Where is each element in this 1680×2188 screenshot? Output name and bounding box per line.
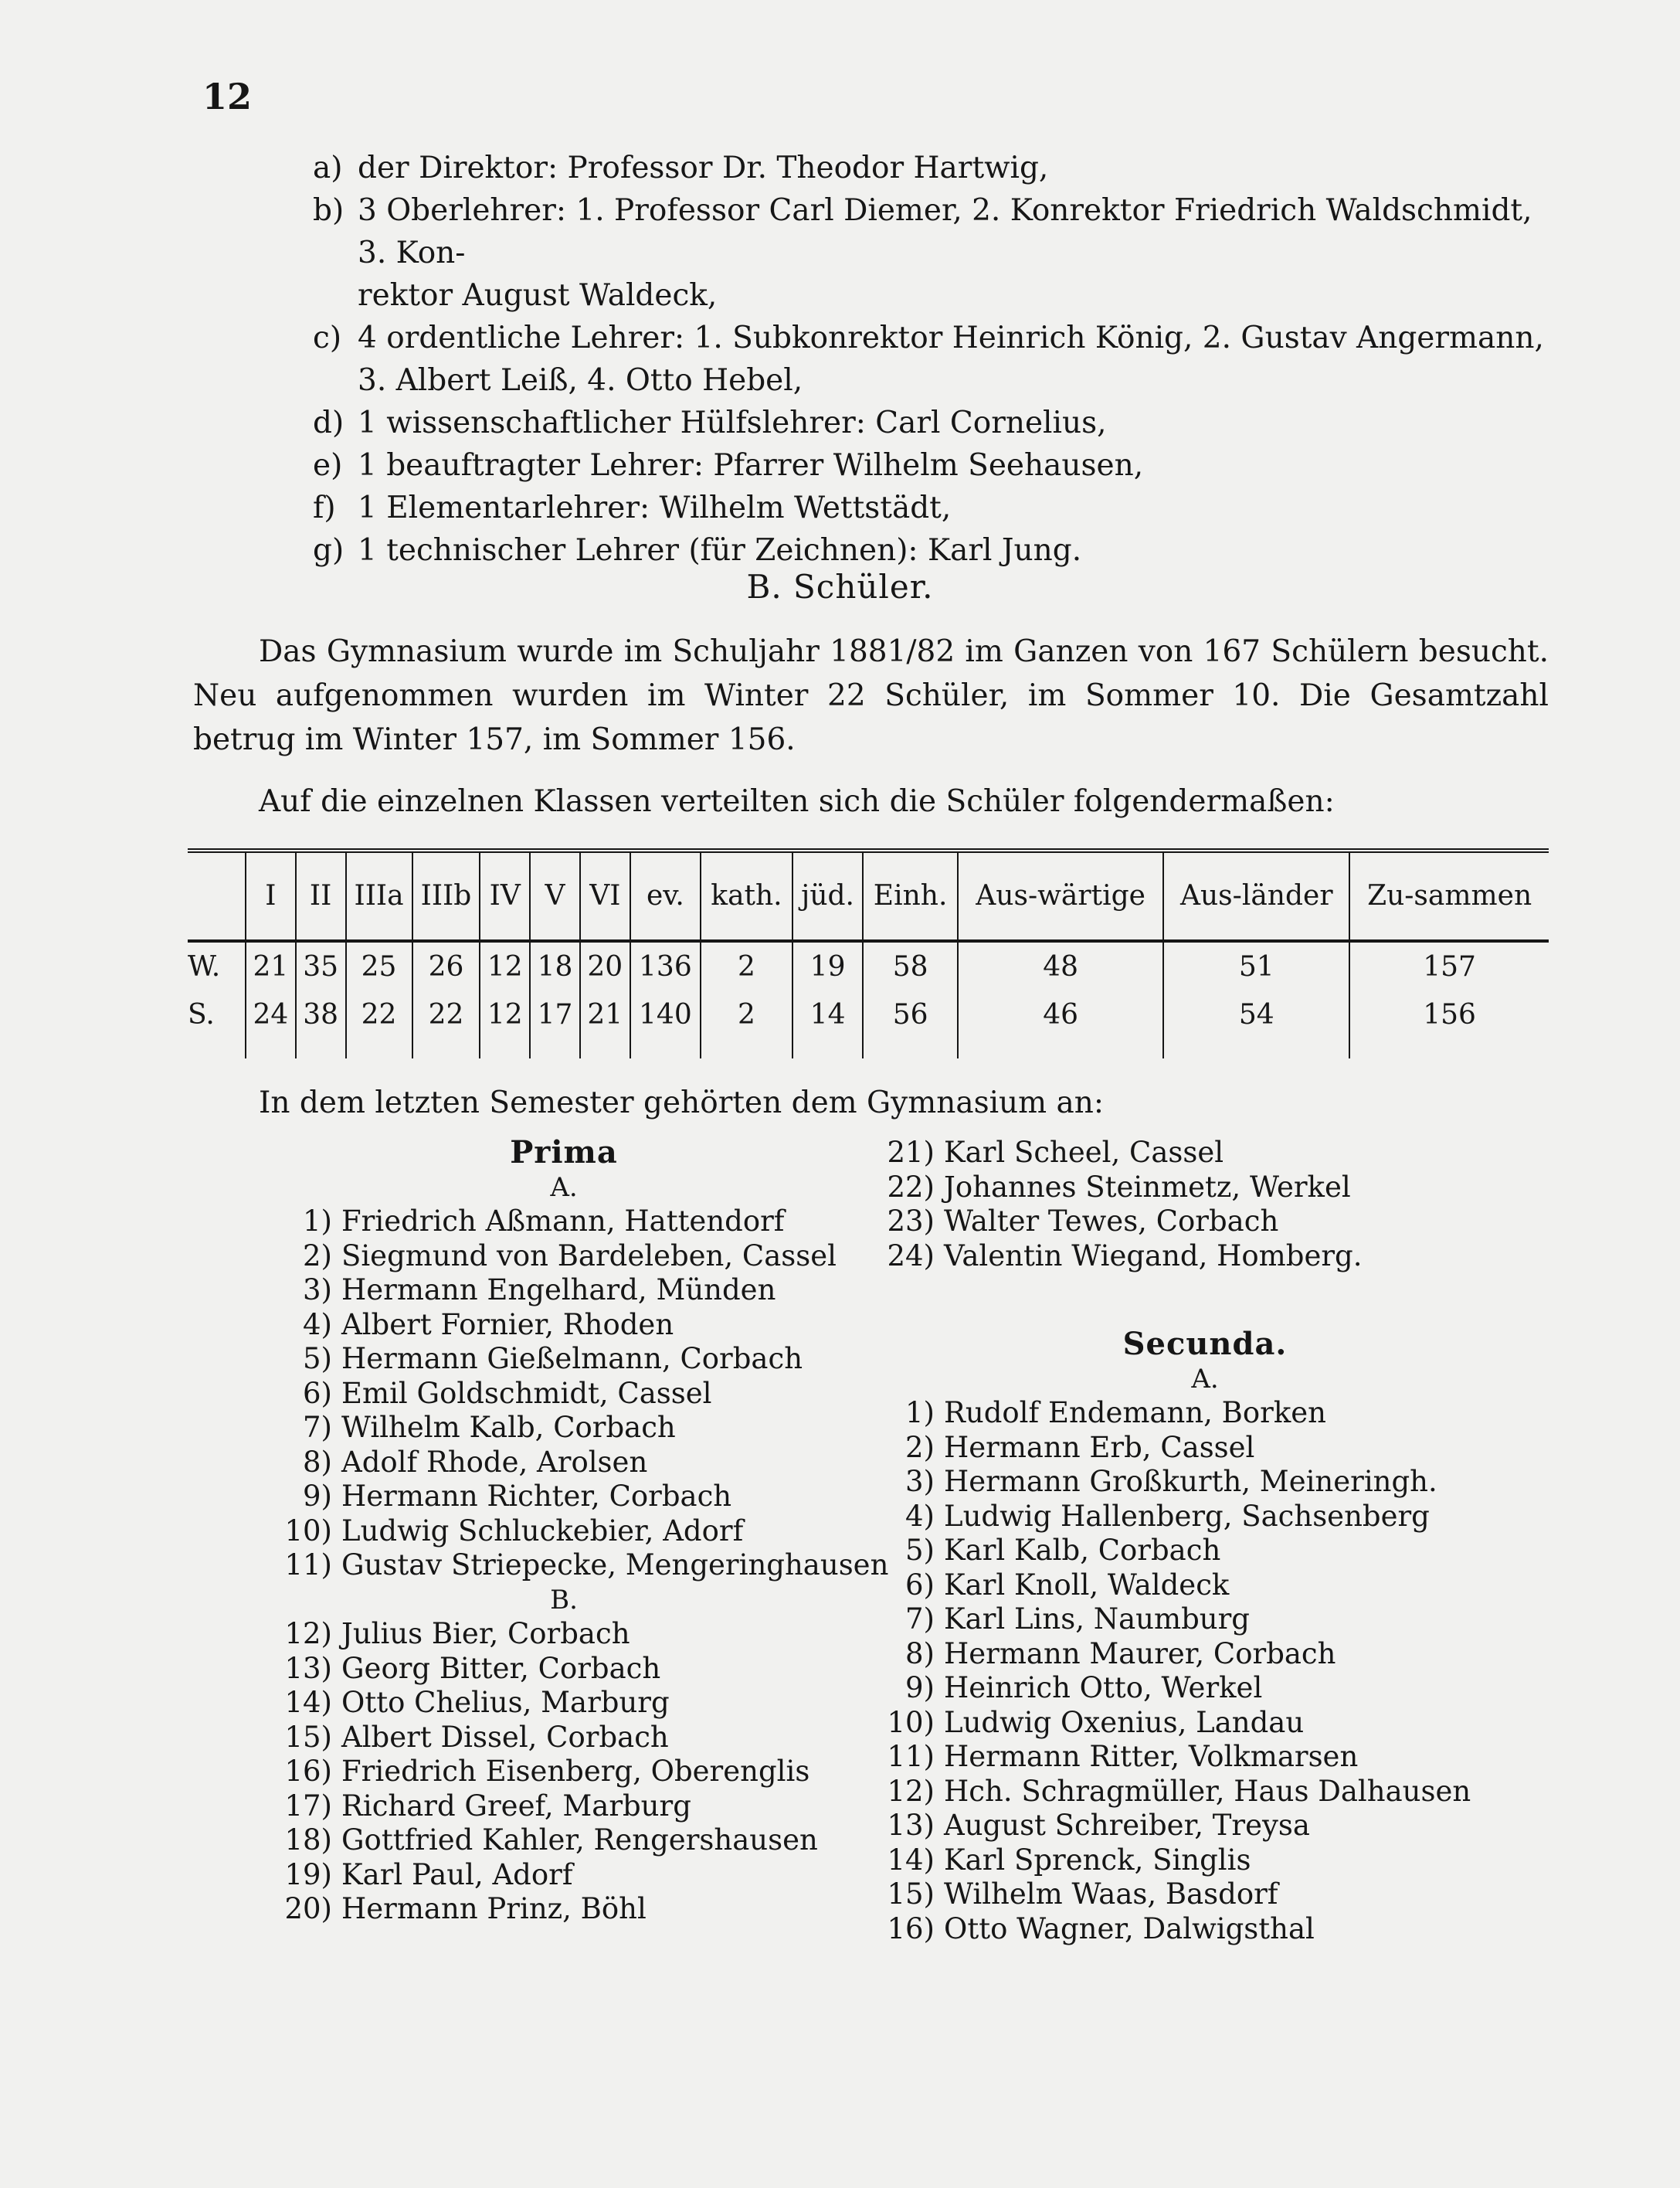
table-header-cell: Einh.: [863, 851, 958, 941]
list-item-number: 14): [284, 1686, 332, 1719]
list-item-name: Gustav Striepecke, Mengeringhausen: [341, 1548, 889, 1582]
list-item-number: 6): [303, 1376, 332, 1410]
list-item-name: Albert Fornier, Rhoden: [341, 1307, 674, 1341]
list-item-name: Georg Bitter, Corbach: [341, 1651, 661, 1685]
list-intro: In dem letzten Semester gehörten dem Gymnasium an:: [259, 1086, 1105, 1120]
prima-a-list: [270, 1204, 889, 1583]
prima-heading: Prima: [510, 1134, 618, 1170]
list-item-name: Johannes Steinmetz, Werkel: [944, 1170, 1351, 1204]
list-item: [873, 1239, 1537, 1274]
table-cell: 56: [863, 990, 958, 1058]
list-item-number: 18): [284, 1823, 332, 1857]
list-item-name: Hermann Erb, Cassel: [944, 1430, 1255, 1464]
right-column: [873, 1136, 1537, 1946]
staff-label: e): [313, 448, 343, 483]
list-item-name: Julius Bier, Corbach: [341, 1617, 630, 1650]
table-cell: 140: [630, 990, 701, 1058]
table-row: [188, 941, 1549, 990]
table-cell: 26: [412, 941, 480, 990]
table-cell: 156: [1349, 990, 1549, 1058]
list-item-name: Hch. Schragmüller, Haus Dalhausen: [944, 1774, 1471, 1808]
list-item: [270, 1858, 857, 1893]
table-header-row: [188, 851, 1549, 941]
list-item-name: Rudolf Endemann, Borken: [944, 1396, 1326, 1429]
table-cell: 22: [346, 990, 412, 1058]
list-item: [270, 1548, 889, 1583]
list-item-name: Karl Sprenck, Singlis: [944, 1843, 1251, 1877]
staff-text: der Direktor: Professor Dr. Theodor Hartwig,: [358, 151, 1049, 185]
staff-label: f): [313, 491, 336, 525]
list-item: [873, 1500, 1537, 1534]
staff-label: a): [313, 151, 343, 185]
list-item-number: 8): [303, 1445, 332, 1479]
list-item-number: 8): [905, 1636, 935, 1670]
list-item-number: 24): [887, 1238, 935, 1272]
list-item-name: August Schreiber, Treysa: [944, 1809, 1310, 1842]
class-distribution-table: [188, 848, 1549, 1058]
list-item-name: Karl Kalb, Corbach: [944, 1534, 1221, 1567]
list-item: [270, 1686, 857, 1721]
staff-text: 1 technischer Lehrer (für Zeichnen): Karl Jung.: [358, 533, 1082, 568]
table-intro: Auf die einzelnen Klassen verteilten sich die Schüler folgendermaßen:: [259, 784, 1335, 819]
list-item-name: Friedrich Eisenberg, Oberenglis: [341, 1755, 810, 1788]
list-item: [873, 1809, 1537, 1843]
table-cell: W.: [188, 950, 221, 983]
list-item-name: Ludwig Hallenberg, Sachsenberg: [944, 1499, 1430, 1533]
list-item-number: 19): [284, 1857, 332, 1891]
list-item-number: 3): [905, 1465, 935, 1498]
list-item: [270, 1789, 857, 1824]
list-item: [270, 1617, 857, 1652]
list-item: [873, 1431, 1537, 1466]
staff-text: 3. Albert Leiß, 4. Otto Hebel,: [358, 363, 803, 398]
list-item-name: Ludwig Oxenius, Landau: [944, 1705, 1305, 1739]
list-item: [873, 1637, 1537, 1672]
list-item-number: 7): [303, 1411, 332, 1444]
list-item-number: 20): [284, 1892, 332, 1925]
list-item-number: 17): [284, 1789, 332, 1823]
list-item: [270, 1377, 857, 1412]
list-item: [270, 1308, 857, 1343]
list-item-number: 12): [284, 1617, 332, 1650]
table-cell: 22: [412, 990, 480, 1058]
list-item-number: 1): [303, 1204, 332, 1238]
list-item-name: Heinrich Otto, Werkel: [944, 1671, 1263, 1704]
table-header-cell: I: [246, 851, 296, 941]
list-item: [873, 1671, 1537, 1706]
list-item: [270, 1273, 857, 1308]
table-header-cell: ev.: [630, 851, 701, 941]
list-item: [270, 1892, 857, 1927]
staff-entry: [313, 359, 1564, 402]
table-cell: 25: [346, 941, 412, 990]
list-item: [270, 1514, 857, 1549]
list-item-number: 5): [905, 1534, 935, 1567]
table-cell: 58: [863, 941, 958, 990]
list-item: [270, 1239, 857, 1274]
table-header-cell: Zu-sammen: [1349, 851, 1549, 941]
list-item: [873, 1204, 1537, 1239]
table-header-cell: VI: [580, 851, 630, 941]
staff-text: 1 beauftragter Lehrer: Pfarrer Wilhelm Seehausen,: [358, 448, 1144, 483]
list-item-number: 13): [887, 1809, 935, 1842]
list-item-name: Hermann Ritter, Volkmarsen: [944, 1740, 1359, 1773]
list-item-number: 6): [905, 1568, 935, 1602]
list-item: [873, 1912, 1537, 1947]
staff-list: [313, 147, 1564, 572]
list-item: [270, 1480, 857, 1514]
list-item-name: Karl Knoll, Waldeck: [944, 1568, 1230, 1602]
list-item: [873, 1396, 1537, 1431]
table-header-cell: IV: [480, 851, 530, 941]
table-row: [188, 990, 1549, 1058]
table-cell: 48: [958, 941, 1163, 990]
list-item-number: 11): [887, 1740, 935, 1773]
list-item-name: Emil Goldschmidt, Cassel: [341, 1376, 712, 1410]
list-item-name: Karl Scheel, Cassel: [944, 1136, 1224, 1169]
table-header-cell: IIIb: [412, 851, 480, 941]
list-item-number: 9): [303, 1480, 332, 1513]
list-item: [873, 1534, 1537, 1568]
list-item: [270, 1823, 857, 1858]
table-cell: 35: [296, 941, 346, 990]
secunda-heading: Secunda.: [1122, 1326, 1288, 1362]
prima-b-list: [270, 1617, 857, 1927]
table-cell: 12: [480, 941, 530, 990]
list-item-number: 5): [303, 1342, 332, 1375]
page-number: 12: [202, 76, 253, 117]
table-header-cell: Aus-länder: [1163, 851, 1349, 941]
list-item-number: 13): [284, 1651, 332, 1685]
list-item-name: Hermann Prinz, Böhl: [341, 1892, 647, 1925]
secunda-list: [873, 1396, 1537, 1946]
list-item-name: Hermann Richter, Corbach: [341, 1480, 732, 1513]
list-item: [270, 1446, 857, 1480]
list-item-number: 12): [887, 1774, 935, 1808]
list-item-number: 7): [905, 1602, 935, 1636]
table-cell: 14: [792, 990, 863, 1058]
staff-text: 1 Elementarlehrer: Wilhelm Wettstädt,: [358, 491, 952, 525]
list-item-name: Ludwig Schluckebier, Adorf: [341, 1514, 744, 1548]
list-item-number: 9): [905, 1671, 935, 1704]
table-cell: 2: [701, 990, 792, 1058]
staff-label: b): [313, 193, 344, 228]
list-item-number: 22): [887, 1170, 935, 1204]
table-cell: 24: [246, 990, 296, 1058]
list-item-name: Otto Wagner, Dalwigsthal: [944, 1911, 1315, 1945]
staff-entry: [313, 487, 1564, 529]
table-cell: 18: [530, 941, 580, 990]
prima-group-b-label: B.: [550, 1584, 578, 1616]
students-paragraph: [193, 630, 1549, 762]
table-cell: 17: [530, 990, 580, 1058]
staff-entry: [313, 147, 1564, 189]
table-header-cell: [188, 851, 246, 941]
staff-entry: [313, 402, 1564, 444]
staff-text: 1 wissenschaftlicher Hülfslehrer: Carl Cornelius,: [358, 406, 1107, 440]
list-item: [270, 1411, 857, 1446]
list-item: [873, 1775, 1537, 1809]
list-item-number: 4): [905, 1499, 935, 1533]
list-item-name: Wilhelm Waas, Basdorf: [944, 1877, 1278, 1911]
table-cell: 51: [1163, 941, 1349, 990]
list-item: [873, 1740, 1537, 1775]
list-item-name: Valentin Wiegand, Homberg.: [944, 1238, 1363, 1272]
list-item-name: Friedrich Aßmann, Hattendorf: [341, 1204, 785, 1238]
list-item-number: 16): [887, 1911, 935, 1945]
prima-b-continued-list: [873, 1136, 1537, 1273]
list-item-number: 3): [303, 1273, 332, 1306]
list-item-number: 15): [887, 1877, 935, 1911]
list-item-number: 23): [887, 1204, 935, 1238]
list-item-name: Siegmund von Bardeleben, Cassel: [341, 1238, 837, 1272]
list-item: [873, 1843, 1537, 1878]
list-item-name: Richard Greef, Marburg: [341, 1789, 691, 1823]
list-item-number: 14): [887, 1843, 935, 1877]
table-cell: 54: [1163, 990, 1349, 1058]
list-item-number: 11): [284, 1548, 332, 1582]
list-item-name: Hermann Großkurth, Meineringh.: [944, 1465, 1437, 1498]
paragraph-text: Das Gymnasium wurde im Schuljahr 1881/82 im Ganzen von 167 Schülern besucht. Neu aufgenommen wurden im Winter 22 Schüler, im Sommer 10. Die Gesamtzahl betrug im Winter 157, im Sommer 156.: [193, 634, 1549, 757]
list-item-number: 1): [905, 1396, 935, 1429]
staff-entry: [313, 444, 1564, 487]
staff-label: g): [313, 533, 344, 568]
list-item-number: 4): [303, 1307, 332, 1341]
prima-column: [270, 1134, 889, 1927]
list-item-name: Hermann Maurer, Corbach: [944, 1636, 1336, 1670]
staff-entry: [313, 274, 1564, 317]
prima-group-a-label: A.: [550, 1171, 578, 1203]
table-cell: 157: [1349, 941, 1549, 990]
table-header-cell: V: [530, 851, 580, 941]
secunda-group-a-label: A.: [1191, 1363, 1219, 1395]
table-header-cell: II: [296, 851, 346, 941]
list-item: [270, 1204, 857, 1239]
table-header-cell: jüd.: [792, 851, 863, 941]
list-item-number: 15): [284, 1720, 332, 1754]
table-cell: 21: [246, 941, 296, 990]
list-item-number: 10): [284, 1514, 332, 1548]
list-item-name: Wilhelm Kalb, Corbach: [341, 1411, 676, 1444]
list-item-number: 2): [303, 1238, 332, 1272]
list-item-name: Adolf Rhode, Arolsen: [341, 1445, 648, 1479]
table-header-cell: Aus-wärtige: [958, 851, 1163, 941]
list-item: [270, 1342, 857, 1377]
list-item: [270, 1652, 857, 1687]
list-item: [873, 1465, 1537, 1500]
list-item-name: Otto Chelius, Marburg: [341, 1686, 670, 1719]
list-item-number: 2): [905, 1430, 935, 1464]
list-item-number: 21): [887, 1136, 935, 1169]
staff-entry: [313, 529, 1564, 572]
list-item-name: Albert Dissel, Corbach: [341, 1720, 669, 1754]
list-item-name: Hermann Engelhard, Münden: [341, 1273, 776, 1306]
list-item-number: 16): [284, 1755, 332, 1788]
list-item: [873, 1568, 1537, 1603]
list-item-name: Hermann Gießelmann, Corbach: [341, 1342, 803, 1375]
staff-entry: [313, 317, 1564, 359]
table-cell: 136: [630, 941, 701, 990]
list-item-number: 10): [887, 1705, 935, 1739]
staff-text: 4 ordentliche Lehrer: 1. Subkonrektor Heinrich König, 2. Gustav Angermann,: [358, 321, 1544, 355]
table-cell: 21: [580, 990, 630, 1058]
table-cell: 20: [580, 941, 630, 990]
table-cell: S.: [188, 998, 215, 1031]
table-cell: 19: [792, 941, 863, 990]
list-item: [270, 1721, 857, 1755]
list-item-name: Walter Tewes, Corbach: [944, 1204, 1279, 1238]
staff-entry: [313, 189, 1564, 274]
staff-text: 3 Oberlehrer: 1. Professor Carl Diemer, 2. Konrektor Friedrich Waldschmidt, 3. Kon-: [358, 193, 1532, 270]
list-item: [873, 1170, 1537, 1205]
list-item-name: Karl Lins, Naumburg: [944, 1602, 1250, 1636]
list-item-name: Karl Paul, Adorf: [341, 1857, 573, 1891]
list-item: [873, 1602, 1537, 1637]
staff-text: rektor August Waldeck,: [358, 278, 718, 313]
table-header-cell: IIIa: [346, 851, 412, 941]
section-title: B. Schüler.: [746, 568, 934, 606]
list-item: [873, 1136, 1537, 1170]
list-item: [270, 1755, 857, 1789]
table-cell: 2: [701, 941, 792, 990]
table-cell: 12: [480, 990, 530, 1058]
list-item: [873, 1706, 1537, 1741]
table-header-cell: kath.: [701, 851, 792, 941]
list-item: [873, 1877, 1537, 1912]
staff-label: d): [313, 406, 344, 440]
table-cell: 46: [958, 990, 1163, 1058]
table-cell: 38: [296, 990, 346, 1058]
staff-label: c): [313, 321, 342, 355]
list-item-name: Gottfried Kahler, Rengershausen: [341, 1823, 818, 1857]
